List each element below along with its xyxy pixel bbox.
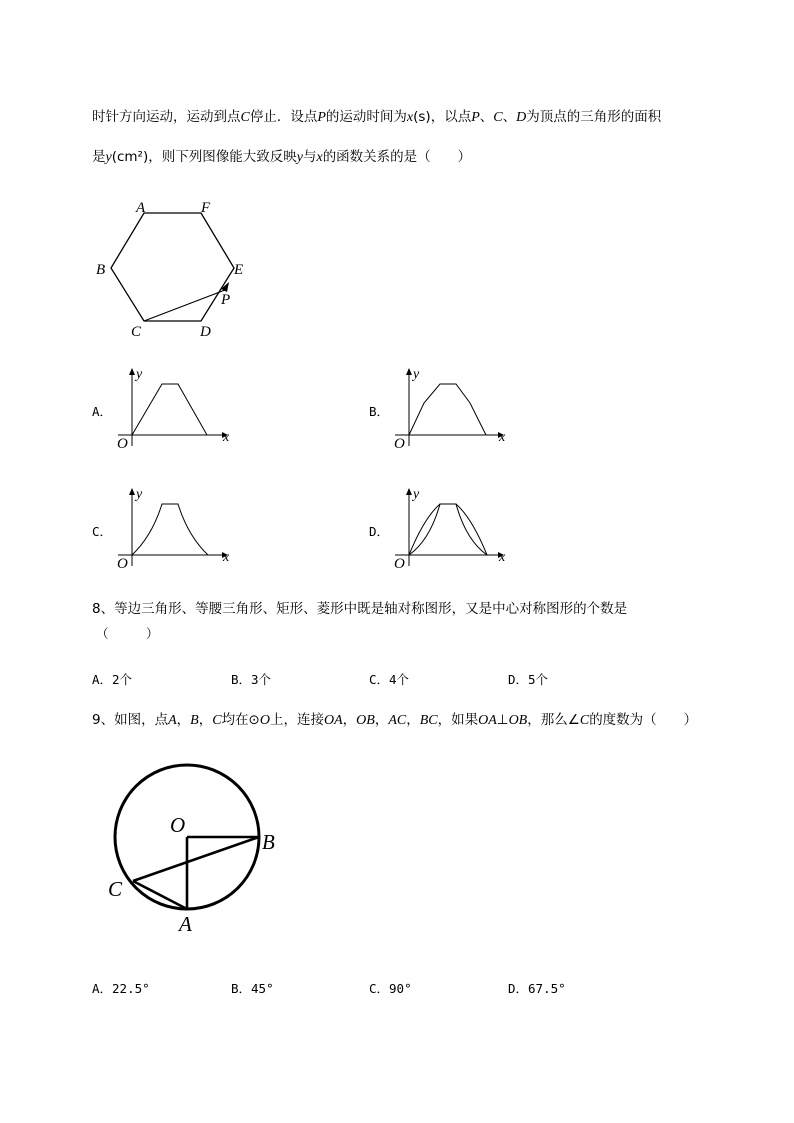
var-C: C xyxy=(493,110,503,125)
q9-text xyxy=(92,711,697,730)
text: ， xyxy=(406,712,420,728)
var-C: C xyxy=(579,713,590,728)
var-OA: OA xyxy=(324,713,343,728)
var-OB: OB xyxy=(508,713,528,728)
text: 均在⊙ xyxy=(221,712,260,728)
q9-option-c[interactable]: C．90° xyxy=(369,981,412,996)
text: 时针方向运动，运动到点 xyxy=(92,109,241,125)
var-y: y xyxy=(105,150,112,165)
origin-label: O xyxy=(394,556,405,572)
q9-option-b[interactable]: B．45° xyxy=(231,981,274,996)
var-x: x xyxy=(406,110,414,125)
option-d-label[interactable]: D． xyxy=(369,524,390,539)
text: 的运动时间为 xyxy=(325,109,407,125)
origin-label: O xyxy=(117,436,128,452)
curve xyxy=(132,504,208,555)
graph-option-c xyxy=(117,487,230,572)
text: 、 xyxy=(502,109,517,125)
circle-figure xyxy=(108,765,275,936)
text: ， xyxy=(374,712,389,728)
option-c-label[interactable]: C． xyxy=(92,524,113,539)
q8-answer-paren: （ ） xyxy=(96,626,159,641)
option-b-label[interactable]: B． xyxy=(369,404,390,419)
axis-y-label: y xyxy=(413,487,420,502)
text: 的函数关系的是（ ） xyxy=(322,149,472,165)
graph-option-d xyxy=(394,487,506,572)
text: (cm²)，则下列图像能大致反映 xyxy=(111,149,297,165)
text: 是 xyxy=(92,149,106,165)
text: ，那么∠ xyxy=(527,712,580,728)
label-F: F xyxy=(201,200,211,216)
curve-2 xyxy=(409,504,487,555)
var-D: D xyxy=(516,110,527,125)
axis-y-label: y xyxy=(136,487,143,502)
curve xyxy=(132,384,207,435)
y-arrow xyxy=(406,488,412,495)
curve xyxy=(409,384,486,435)
var-C: C xyxy=(240,110,250,125)
axis-y-label: y xyxy=(136,367,143,382)
axis-y-label: y xyxy=(413,367,420,382)
q8-option-a[interactable]: A．2个 xyxy=(92,672,133,687)
text: ， xyxy=(176,712,191,728)
text: ， xyxy=(342,712,357,728)
segment-BC xyxy=(133,837,259,881)
origin-label: O xyxy=(394,436,405,452)
label-O: O xyxy=(170,813,186,837)
var-AC: AC xyxy=(388,713,407,728)
label-C: C xyxy=(131,324,142,340)
label-B: B xyxy=(262,830,275,854)
var-BC: BC xyxy=(419,713,438,728)
q8-option-d[interactable]: D．5个 xyxy=(508,672,549,687)
y-arrow xyxy=(129,488,135,495)
axis-x-label: x xyxy=(223,550,230,565)
var-x: x xyxy=(316,150,323,165)
label-A: A xyxy=(179,912,192,936)
text: (s)，以点 xyxy=(413,109,472,125)
text: 与 xyxy=(302,149,317,165)
axis-x-label: x xyxy=(499,550,506,565)
y-arrow xyxy=(129,368,135,375)
segment-CP xyxy=(144,290,225,321)
text: 停止．设点 xyxy=(249,109,318,125)
q9-option-d[interactable]: D．67.5° xyxy=(508,981,566,996)
var-A: A xyxy=(168,713,177,728)
option-a-label[interactable]: A． xyxy=(92,404,113,419)
label-P: P xyxy=(221,292,231,308)
label-C: C xyxy=(108,877,123,901)
text: ，如果 xyxy=(437,712,479,728)
text: 9、如图，点 xyxy=(92,712,169,728)
axis-x-label: x xyxy=(223,430,230,445)
label-D: D xyxy=(200,324,211,340)
q8-text: 8、等边三角形、等腰三角形、矩形、菱形中既是轴对称图形，又是中心对称图形的个数是 xyxy=(92,601,628,617)
axis-x-label: x xyxy=(499,430,506,445)
var-P: P xyxy=(317,110,326,125)
var-P: P xyxy=(471,110,480,125)
var-C: C xyxy=(212,713,222,728)
text: ， xyxy=(198,712,213,728)
text: 为顶点的三角形的面积 xyxy=(526,109,662,125)
label-B: B xyxy=(96,262,106,278)
hexagon xyxy=(111,213,234,321)
q9-option-a[interactable]: A．22.5° xyxy=(92,981,150,996)
var-O: O xyxy=(259,713,270,728)
text: 的度数为（ ） xyxy=(589,712,698,728)
label-E: E xyxy=(234,262,244,278)
var-OA: OA xyxy=(478,713,497,728)
y-arrow xyxy=(406,368,412,375)
q8-option-c[interactable]: C．4个 xyxy=(369,672,410,687)
text: 上，连接 xyxy=(270,712,324,728)
var-B: B xyxy=(190,713,199,728)
perp-symbol: ⊥ xyxy=(496,712,509,728)
var-y: y xyxy=(296,150,303,165)
graph-option-a xyxy=(117,367,230,452)
text: 、 xyxy=(479,109,494,125)
graph-option-b xyxy=(394,367,506,452)
label-A: A xyxy=(136,200,146,216)
origin-label: O xyxy=(117,556,128,572)
var-OB: OB xyxy=(356,713,375,728)
q8-option-b[interactable]: B．3个 xyxy=(231,672,272,687)
